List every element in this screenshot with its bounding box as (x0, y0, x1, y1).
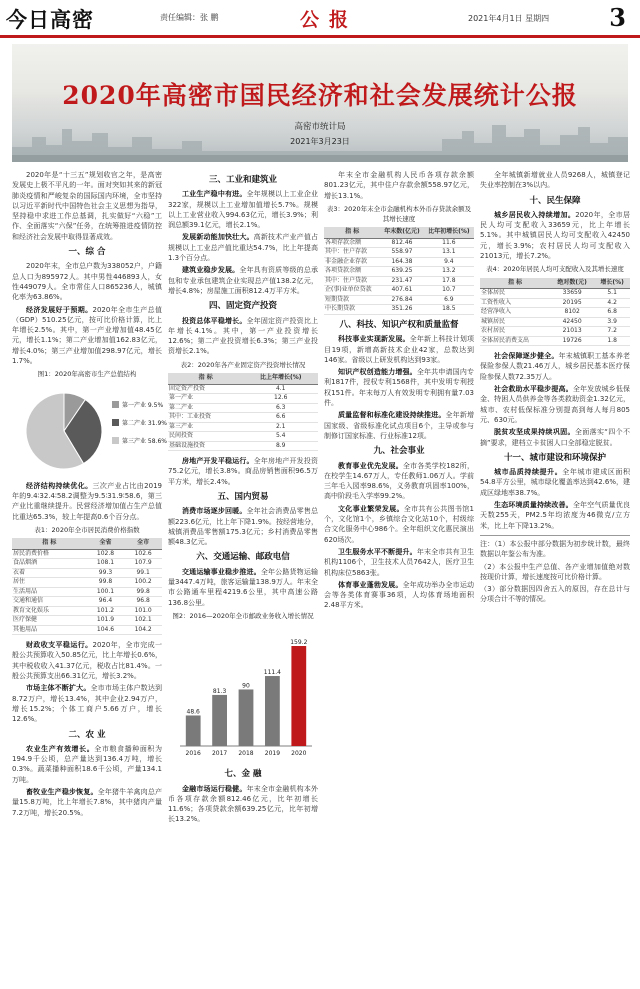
market-lead: 市场主体不断扩大。 (26, 684, 91, 693)
report-notes (480, 535, 630, 605)
section-heading-general: 一、综 合 (68, 247, 106, 258)
cpi-cell: 107.9 (124, 559, 162, 569)
livestock-lead: 畜牧业生产稳步恢复。 (26, 787, 98, 796)
report-title: 2020年高密市国民经济和社会发展统计公报 (62, 81, 578, 110)
table-row (480, 289, 630, 299)
finance-text: 年末全市金融机构本外币各项存款余额812.46亿元，比年初增长11.6%；各项贷款余额639.25亿元，比年初增长13.2%。 (168, 784, 318, 824)
table-row (324, 286, 474, 296)
retail-lead: 消费市场逐步回暖。 (182, 507, 247, 516)
cpi-cell: 交通和通信 (12, 597, 87, 607)
table-row (168, 403, 318, 413)
cpi-cell: 101.9 (87, 616, 125, 626)
invest-cell: 第一产业 (168, 394, 243, 404)
cpi-cell: 104.2 (124, 625, 162, 635)
invest-header-0: 指 标 (168, 373, 243, 384)
bar (212, 695, 227, 746)
table-row (12, 549, 162, 559)
table-row (168, 413, 318, 423)
finance-continued-paragraph: 年末全市金融机构人民币各项存款余额801.23亿元，其中住户存款余额558.97亿元，增长13.1%。 (324, 171, 474, 200)
health-lead: 卫生服务水平不断提升。 (338, 547, 417, 556)
social-security-paragraph (480, 351, 630, 382)
transport-text: 全年公路货物运输量3447.4万吨，旅客运输量138.9万人。年末全市公路通车里程4219.6公里，其中高速公路136.8公里。 (168, 567, 319, 607)
newdrivers-lead: 发展新动能加快壮大。 (182, 233, 254, 242)
market-paragraph (12, 683, 162, 724)
ip-text: 全年共申请国内专利1817件，授权专利1568件，其中发明专利授权151件。年末每万人有效发明专利拥有量7.03件。 (324, 368, 475, 408)
bar-category-label: 2018 (238, 750, 254, 758)
finance-cell: 其中：住户存款 (324, 248, 380, 258)
issue-date: 2021年4月1日 星期四 (468, 14, 550, 23)
table-row (12, 578, 162, 588)
section-heading-society: 九、社会事业 (373, 446, 425, 457)
table-row (480, 308, 630, 318)
invest-cell: 8.9 (243, 441, 318, 451)
cpi-cell: 生活用品 (12, 587, 87, 597)
social-security-lead: 社会保障逐步健全。 (494, 352, 559, 361)
cpi-cell: 101.0 (124, 606, 162, 616)
note-3: （3）部分数据因四舍五入的原因，存在总计与分项合计不等的情况。 (480, 585, 630, 604)
gdp-paragraph (12, 305, 162, 367)
culture-lead: 文化事业繁荣发展。 (338, 504, 404, 513)
cpi-cell: 衣着 (12, 568, 87, 578)
cpi-cell: 104.6 (87, 625, 125, 635)
deposits-loans-table (324, 227, 474, 315)
table3-caption: 表3：2020年末全市金融机构本外币存贷款余额及其增长速度 (326, 204, 472, 224)
investment-table (168, 373, 318, 451)
income-cell: 全体居民 (480, 289, 550, 299)
quality-lead: 质量监督和标准化建设持续推进。 (338, 411, 446, 420)
article-column-3 (324, 170, 474, 975)
assistance-paragraph (480, 384, 630, 425)
note-1: 注：（1）本公报中部分数据为初步统计数，最终数据以年鉴公布为准。 (480, 539, 630, 559)
transport-lead: 交通运输事业稳步推进。 (182, 567, 261, 576)
table-row (324, 305, 474, 315)
invest-cell: 6.3 (243, 403, 318, 413)
income-text: 2020年，全市居民人均可支配收入33659元，比上年增长5.1%。其中城镇居民人均可支配收入42450元，增长3.9%；农村居民人均可支配收入21013元，增长7.2%。 (480, 210, 630, 261)
poverty-lead: 脱贫攻坚成果持续巩固。 (494, 428, 575, 437)
table-row (12, 587, 162, 597)
pie-caption: 图1：2020年高密市生产总值结构 (37, 370, 137, 379)
education-lead: 教育事业优先发展。 (338, 461, 403, 470)
poverty-paragraph (480, 427, 630, 448)
cpi-cell: 其他用品 (12, 625, 87, 635)
finance-cell: 231.47 (380, 276, 423, 286)
income-cell: 经营净收入 (480, 308, 550, 318)
ip-lead: 知识产权创造能力增强。 (338, 368, 417, 377)
header-band (12, 44, 628, 162)
industry-lead: 工业生产稳中有进。 (182, 190, 247, 199)
cpi-cell: 102.1 (124, 616, 162, 626)
cpi-cell: 102.8 (87, 549, 125, 559)
section-heading-agriculture: 二、农 业 (68, 729, 106, 740)
cpi-cell: 居住 (12, 578, 87, 588)
finance-cell: 276.84 (380, 295, 423, 305)
finance-cell: 中长期贷款 (324, 305, 380, 315)
income-header-0: 指 标 (480, 278, 550, 289)
income-cell: 3.9 (594, 317, 630, 327)
table-row (12, 625, 162, 635)
finance-cell: 各项贷款余额 (324, 267, 380, 277)
brand-logo: 今日高密 (6, 7, 94, 32)
income-paragraph (480, 210, 630, 261)
cpi-cell: 100.2 (124, 578, 162, 588)
science-paragraph (324, 334, 474, 365)
editor-credit: 责任编辑：张 鹏 (160, 13, 219, 22)
section-heading-trade: 五、国内贸易 (217, 491, 269, 502)
cpi-cell: 96.4 (87, 597, 125, 607)
income-cell: 33659 (550, 289, 594, 299)
fiscal-lead: 财政收支平稳运行。 (26, 641, 93, 650)
finance-cell: 9.4 (424, 257, 474, 267)
section-heading-livelihood: 十、民生保障 (529, 195, 581, 206)
cpi-header-2: 全市 (124, 538, 162, 549)
industry-paragraph (168, 189, 318, 230)
finance-cell: 164.38 (380, 257, 423, 267)
construction-lead: 建筑业稳步发展。 (182, 266, 240, 275)
legend-label: 第二产业 31.9% (122, 419, 167, 427)
bar (291, 646, 306, 746)
finance-cell: 非金融企业存款 (324, 257, 380, 267)
income-cell: 工资性收入 (480, 298, 550, 308)
table-row (12, 568, 162, 578)
legend-swatch (112, 401, 119, 408)
income-cell: 7.2 (594, 327, 630, 337)
bar-value-label: 90 (242, 682, 250, 690)
livestock-paragraph (12, 787, 162, 818)
finance-cell: 11.6 (424, 238, 474, 248)
health-paragraph (324, 547, 474, 578)
finance-cell: 407.61 (380, 286, 423, 296)
gdp-structure-pie-chart (12, 383, 167, 479)
table-row (12, 597, 162, 607)
invest-cell: 5.4 (243, 432, 318, 442)
note-2: （2）本公报中生产总值、各产业增加值绝对数按现价计算，增长速度按可比价格计算。 (480, 562, 630, 581)
income-cell: 全体居民消费支出 (480, 336, 550, 346)
income-lead: 城乡居民收入持续增加。 (494, 210, 576, 219)
table-row (168, 422, 318, 432)
finance-cell: 812.46 (380, 238, 423, 248)
newdrivers-paragraph (168, 232, 318, 263)
cpi-cell: 居民消费价格 (12, 549, 87, 559)
environment-text: 全年空气质量优良天数255天，PM2.5年均浓度为46微克/立方米，比上年下降13.2%。 (480, 501, 631, 530)
sport-text: 全年成功举办全市运动会等各类体育赛事36项，人均体育场地面积2.48平方米。 (324, 580, 474, 610)
finance-cell: 13.1 (424, 248, 474, 258)
finance-cell: 13.2 (424, 267, 474, 277)
finance-cell: 其中：住户贷款 (324, 276, 380, 286)
urban-text: 全年城市建成区面积54.8平方公里，城市绿化覆盖率达到42.6%，建成区绿地率38.7%。 (480, 468, 631, 497)
quality-paragraph (324, 410, 474, 441)
cpi-cell: 教育文化娱乐 (12, 606, 87, 616)
income-cell: 19726 (550, 336, 594, 346)
retail-paragraph (168, 506, 318, 547)
assistance-text: 全年发放城乡低保金、特困人员供养金等各类救助资金1.32亿元，城市、农村低保标准分别提高到每人每月805元、630元。 (480, 385, 631, 424)
table-row (324, 257, 474, 267)
table-row (12, 606, 162, 616)
section-heading-transport: 六、交通运输、邮政电信 (196, 552, 290, 563)
invest-cell: 基础设施投资 (168, 441, 243, 451)
bar (265, 676, 280, 746)
bar-value-label: 81.3 (212, 688, 227, 696)
quality-text: 全年新增国家级、省级标准化试点项目6个，主导或参与制修订国家标准、行业标准12项。 (324, 411, 475, 440)
finance-lead: 金融市场运行稳健。 (182, 784, 247, 793)
fiscal-text: 2020年，全市完成一般公共预算收入50.85亿元，比上年增长0.6%，其中税收收入41.37亿元，税收占比81.4%。一般公共预算支出66.31亿元，增长3.2%。 (12, 641, 162, 681)
industry-text: 全年规模以上工业企业322家，规模以上工业增加值增长5.7%。规模以上工业营业收入994.63亿元，增长3.9%；利润总额39.1亿元，增长2.1%。 (168, 190, 318, 230)
investment-lead: 投资总体平稳增长。 (182, 316, 247, 325)
cpi-cell: 99.3 (87, 568, 125, 578)
cpi-table (12, 538, 162, 635)
poverty-text: 全面落实“四个不摘”要求，建档立卡贫困人口全部稳定脱贫。 (480, 428, 630, 447)
education-text: 全市各类学校182所，在校学生14.67万人，专任教师1.06万人。学前三年毛入园率98.6%，义务教育巩固率100%，高中阶段毛入学率99.2%。 (324, 461, 474, 501)
masthead-divider (0, 35, 640, 38)
culture-text: 全市共有公共图书馆1个，文化馆1个，乡镇综合文化站10个，村级综合文化服务中心986个。全年组织文化惠民演出620场次。 (324, 504, 474, 544)
table-row (168, 432, 318, 442)
realestate-lead: 房地产开发平稳运行。 (182, 457, 254, 466)
cpi-header-1: 全省 (87, 538, 125, 549)
article-column-1 (12, 170, 167, 975)
retail-text: 全年社会消费品零售总额223.6亿元，比上年下降1.9%。按经营地分，城镇消费品零售额175.3亿元；乡村消费品零售额48.3亿元。 (168, 507, 318, 547)
table1-caption: 表1：2020年全市居民消费价格指数 (34, 525, 140, 534)
table-row (480, 327, 630, 337)
gdp-text: 2020年全市生产总值（GDP）510.25亿元，按可比价格计算，比上年增长2.5%。其中，第一产业增加值48.45亿元，增长1.1%；第二产业增加值162.83亿元，增长4.0%；第三产业增加值298.97亿元，增长1.7%。 (12, 305, 162, 366)
legend-label: 第一产业 9.5% (122, 401, 164, 409)
cpi-cell: 食品烟酒 (12, 559, 87, 569)
fiscal-paragraph (12, 640, 162, 681)
livestock-text: 全年猪牛羊禽肉总产量15.8万吨，比上年增长7.8%，其中猪肉产量7.2万吨，增长20.5%。 (12, 787, 163, 817)
finance-cell: 351.26 (380, 305, 423, 315)
agriculture-text: 全市粮食播种面积为194.9千公顷，总产量达到136.4万吨，增长0.3%。蔬菜播种面积18.6千公顷，产量134.1万吨。 (12, 744, 163, 784)
income-cell: 1.8 (594, 336, 630, 346)
section-heading-finance: 七、金 融 (224, 769, 262, 780)
section-heading-urban: 十一、城市建设和环境保护 (503, 452, 606, 463)
section-heading-investment: 四、固定资产投资 (208, 301, 277, 312)
assistance-lead: 社会救助水平稳步提高。 (494, 385, 573, 394)
finance-header-1: 年末数(亿元) (380, 227, 423, 238)
cpi-cell: 96.8 (124, 597, 162, 607)
transport-paragraph (168, 567, 318, 608)
income-cell: 20195 (550, 298, 594, 308)
finance-cell: 6.9 (424, 295, 474, 305)
legend-swatch (112, 437, 119, 444)
finance-cell: 17.8 (424, 276, 474, 286)
cpi-cell: 100.1 (87, 587, 125, 597)
finance-cell: 18.5 (424, 305, 474, 315)
bar (186, 716, 201, 747)
urban-paragraph (480, 467, 630, 498)
cpi-cell: 99.8 (124, 587, 162, 597)
sport-lead: 体育事业蓬勃发展。 (338, 580, 403, 589)
cpi-cell: 医疗保健 (12, 616, 87, 626)
bar-value-label: 159.2 (290, 639, 308, 647)
income-cell: 6.8 (594, 308, 630, 318)
income-header-2: 增长(%) (594, 278, 630, 289)
article-column-4 (480, 170, 630, 975)
invest-cell: 12.6 (243, 394, 318, 404)
intro-paragraph: 2020年是“十三五”规划收官之年，是高密发展史上极不平凡的一年。面对突如其来的新冠肺炎疫情和严峻复杂的国际国内环境，全市坚持以习近平新时代中国特色社会主义思想为指导，坚持稳中求进工作总基调，扎实做好“六稳”工作、全面落实“六保”任务，在统筹推进疫情防控和经济社会发展中取得显著成效。 (12, 171, 162, 241)
cpi-cell: 108.1 (87, 559, 125, 569)
cpi-cell: 102.6 (124, 549, 162, 559)
social-security-text: 年末城镇职工基本养老保险参保人数21.46万人，城乡居民基本医疗保险参保人数72.35万人。 (480, 352, 630, 381)
investment-paragraph (168, 316, 318, 357)
invest-header-1: 比上年增长(%) (243, 373, 318, 384)
finance-cell: 各项存款余额 (324, 238, 380, 248)
construction-paragraph (168, 265, 318, 296)
finance-header-0: 指 标 (324, 227, 380, 238)
invest-cell: 民间投资 (168, 432, 243, 442)
legend-swatch (112, 419, 119, 426)
income-cell: 8102 (550, 308, 594, 318)
health-text: 年末全市共有卫生机构1106个，卫生技术人员7642人，医疗卫生机构床位5863张。 (324, 547, 475, 577)
masthead (0, 0, 640, 34)
table-row (12, 616, 162, 626)
postal-revenue-bar-chart (168, 624, 318, 764)
cpi-cell: 99.1 (124, 568, 162, 578)
bar-category-label: 2017 (211, 750, 228, 758)
newdrivers-text: 高新技术产业产值占规模以上工业总产值比重达54.7%，比上年提高1.3个百分点。 (168, 233, 319, 263)
section-title: 公报 (300, 9, 359, 31)
table-row (480, 298, 630, 308)
bar-category-label: 2016 (185, 750, 201, 758)
bar (239, 690, 254, 747)
skyline-illustration (12, 107, 628, 162)
invest-cell: 其中：工业投资 (168, 413, 243, 423)
ip-paragraph (324, 367, 474, 408)
cpi-header-0: 指 标 (12, 538, 87, 549)
income-cell: 21013 (550, 327, 594, 337)
report-issuer: 高密市统计局 (294, 122, 346, 132)
income-cell: 5.1 (594, 289, 630, 299)
table-row (324, 267, 474, 277)
invest-cell: 第二产业 (168, 403, 243, 413)
bar-value-label: 111.4 (263, 669, 281, 677)
finance-paragraph (168, 784, 318, 825)
employment-paragraph: 全年城镇新增就业人员9268人，城镇登记失业率控制在3%以内。 (480, 171, 630, 190)
invest-cell: 第三产业 (168, 422, 243, 432)
income-cell: 农村居民 (480, 327, 550, 337)
construction-text: 全年具有资质等级的总承包和专业承包建筑企业实现总产值138.2亿元，增长4.8%；房屋施工面积812.4万平方米。 (168, 266, 319, 295)
science-lead: 科技事业实现新发展。 (338, 335, 410, 344)
table4-caption: 表4：2020年居民人均可支配收入及其增长速度 (486, 265, 624, 274)
finance-header-2: 比年初增长(%) (424, 227, 474, 238)
bar-caption: 图2：2016—2020年全市邮政业务收入增长情况 (172, 611, 314, 620)
realestate-text: 全年房地产开发投资75.2亿元，增长3.8%。商品房销售面积96.5万平方米，增长2.4%。 (168, 457, 319, 486)
table2-caption: 表2：2020年各产业固定资产投资增长情况 (180, 360, 306, 369)
income-table (480, 278, 630, 347)
structure-lead: 经济结构持续优化。 (26, 481, 93, 490)
article-column-2 (168, 170, 318, 975)
cpi-cell: 99.8 (87, 578, 125, 588)
legend-label: 第三产业 58.6% (122, 437, 167, 445)
environment-lead: 生态环境质量持续改善。 (494, 501, 573, 510)
culture-paragraph (324, 504, 474, 545)
finance-cell: 10.7 (424, 286, 474, 296)
urban-lead: 城市品质持续提升。 (494, 468, 563, 477)
income-cell: 4.2 (594, 298, 630, 308)
gdp-lead: 经济发展好于预期。 (26, 305, 93, 314)
bar-value-label: 48.6 (186, 708, 200, 716)
finance-cell: 短期贷款 (324, 295, 380, 305)
market-text: 全市市场主体户数达到8.72万户，增长13.4%，其中企业2.94万户，增长15.2%；个体工商户5.66万户，增长12.6%。 (12, 684, 162, 724)
science-text: 全年新上科技计划项目19项，新增高新技术企业42家，总数达到146家。省级以上研发机构达到93家。 (324, 335, 475, 364)
table-row (324, 276, 474, 286)
environment-paragraph (480, 500, 630, 531)
cpi-cell: 101.2 (87, 606, 125, 616)
table-row (168, 394, 318, 404)
invest-cell: 4.1 (243, 384, 318, 394)
table-row (480, 317, 630, 327)
finance-cell: 558.97 (380, 248, 423, 258)
finance-cell: 企(事)业单位贷款 (324, 286, 380, 296)
section-heading-science: 八、科技、知识产权和质量监督 (339, 319, 459, 330)
agriculture-lead: 农业生产有效增长。 (26, 744, 95, 753)
report-date: 2021年3月23日 (290, 137, 350, 146)
page-number: 3 (609, 3, 626, 32)
sport-paragraph (324, 580, 474, 611)
income-cell: 42450 (550, 317, 594, 327)
agriculture-paragraph (12, 744, 162, 785)
realestate-paragraph (168, 456, 318, 487)
invest-cell: 2.1 (243, 422, 318, 432)
table-row (12, 559, 162, 569)
education-paragraph (324, 461, 474, 502)
invest-cell: 固定资产投资 (168, 384, 243, 394)
table-row (480, 336, 630, 346)
table-row (168, 384, 318, 394)
population-paragraph: 2020年末，全市总户数为338052户，户籍总人口为895972人。其中男性446893人，女性449079人。全市常住人口865236人，城镇化率为63.86%。 (12, 262, 162, 302)
income-header-1: 绝对数(元) (550, 278, 594, 289)
table-row (324, 248, 474, 258)
table-row (324, 238, 474, 248)
investment-text: 全年固定资产投资比上年增长4.1%。其中，第一产业投资增长12.6%；第二产业投资增长6.3%；第三产业投资增长2.1%。 (168, 316, 318, 356)
invest-cell: 6.6 (243, 413, 318, 423)
finance-cell: 639.25 (380, 267, 423, 277)
structure-text: 三次产业占比由2019年的9.4∶32.4∶58.2调整为9.5∶31.9∶58.6，第三产业比重继续提升。民营经济增加值占生产总值比重达65.3%，较上年提高0.6个百分点。 (12, 481, 162, 521)
table-row (168, 441, 318, 451)
income-cell: 城镇居民 (480, 317, 550, 327)
table-row (324, 295, 474, 305)
bar-category-label: 2020 (291, 750, 307, 758)
section-heading-industry: 三、工业和建筑业 (208, 175, 277, 185)
structure-paragraph (12, 481, 162, 522)
bar-category-label: 2019 (264, 750, 281, 758)
